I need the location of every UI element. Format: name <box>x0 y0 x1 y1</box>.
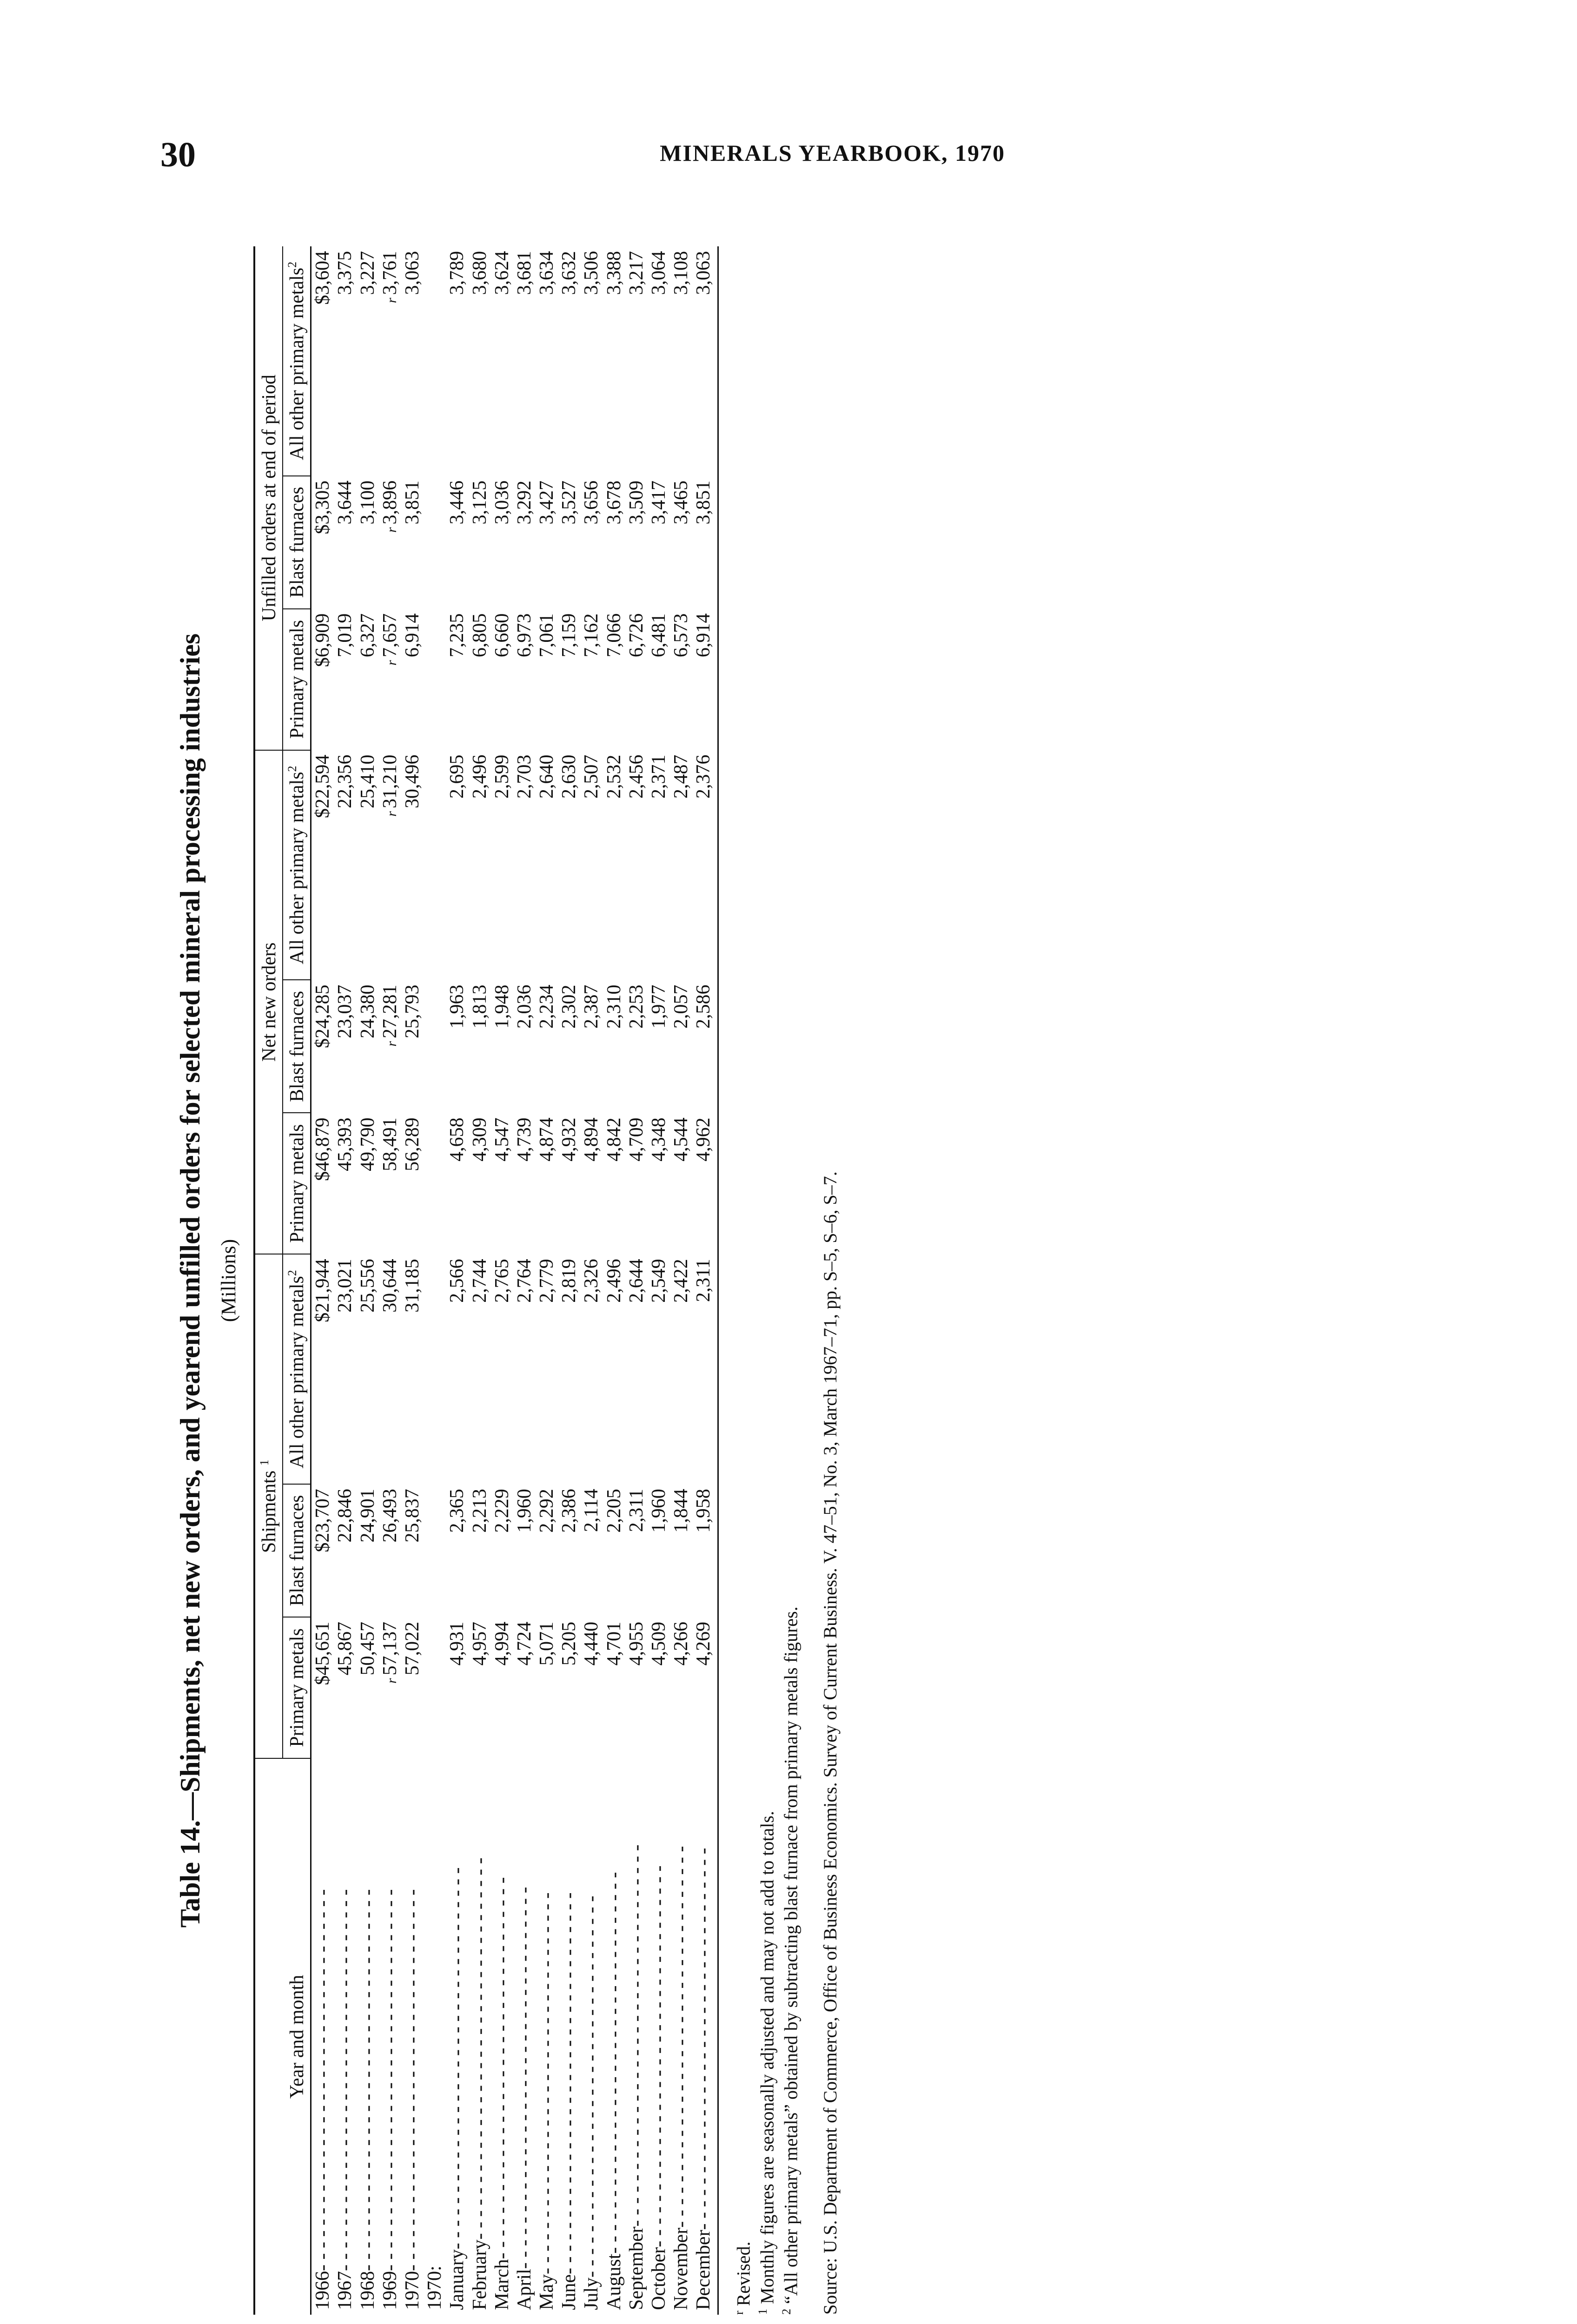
cell-n-ao: 22,356 <box>334 754 356 809</box>
cell-u-ao: r3,761 <box>379 251 401 304</box>
cell-s-bf: 1,844 <box>670 1489 692 1533</box>
cell-n-bf: 1,977 <box>648 984 669 1029</box>
cell-u-ao: 3,108 <box>670 251 692 295</box>
row-label: 1968- - - <box>357 1758 379 2315</box>
cell-u-pm: 6,327 <box>357 613 378 658</box>
row-label: October- - - <box>648 1758 670 2315</box>
cell-s-ao: 2,326 <box>581 1259 603 1303</box>
running-title: MINERALS YEARBOOK, 1970 <box>660 140 1005 166</box>
row-label: 1969- - - <box>379 1758 401 2315</box>
cell-s-pm: 4,957 <box>469 1621 490 1666</box>
cell-n-bf: 2,302 <box>558 984 580 1029</box>
cell-n-bf: 1,948 <box>491 984 513 1029</box>
cell-s-ao: 2,765 <box>491 1259 513 1303</box>
cell-n-bf: 2,234 <box>536 984 558 1029</box>
row-label: March- - - <box>491 1758 513 2315</box>
cell-s-ao: 2,764 <box>513 1259 535 1303</box>
cell-u-pm: 6,914 <box>692 609 718 750</box>
table-row <box>334 246 356 2315</box>
cell-u-bf: 3,036 <box>491 480 513 525</box>
cell-s-bf: 2,386 <box>558 1489 580 1533</box>
cell-n-ao: 25,410 <box>357 754 378 809</box>
cell-s-bf: 2,292 <box>536 1489 558 1533</box>
cell-n-pm: 56,289 <box>401 1117 423 1171</box>
cell-n-bf: 2,253 <box>625 984 647 1029</box>
cell-u-bf: 3,678 <box>603 480 625 525</box>
cell-n-ao: 2,695 <box>446 754 468 799</box>
page-number: 30 <box>160 135 196 174</box>
cell-s-bf: 2,229 <box>491 1489 513 1533</box>
cell-n-pm: 4,962 <box>692 1113 718 1254</box>
cell-s-pm: 50,457 <box>357 1621 378 1676</box>
table-row <box>401 246 424 2315</box>
cell-u-pm: 6,726 <box>625 613 647 658</box>
cell-n-bf: 2,057 <box>670 984 692 1029</box>
cell-s-ao: 2,311 <box>692 1254 718 1484</box>
cell-u-pm: 7,159 <box>558 613 580 658</box>
table-row <box>536 246 558 2315</box>
table-row <box>379 246 401 2315</box>
row-label: August- - - <box>603 1758 625 2315</box>
cell-u-ao: 3,632 <box>558 251 580 295</box>
table-row <box>625 246 648 2315</box>
cell-u-bf: 3,100 <box>357 480 378 525</box>
cell-s-pm: r57,137 <box>379 1621 401 1684</box>
col-shipments-all-other: All other primary metals$^2$ <box>283 1254 311 1484</box>
cell-n-pm: 58,491 <box>379 1117 401 1171</box>
cell-s-bf: 2,213 <box>469 1489 490 1533</box>
cell-s-ao: 2,566 <box>446 1259 468 1303</box>
row-label: June- - - <box>558 1758 580 2315</box>
cell-s-ao: 2,819 <box>558 1259 580 1303</box>
cell-u-ao: 3,506 <box>581 251 603 295</box>
cell-n-bf: 1,813 <box>469 984 490 1029</box>
cell-n-pm: 4,709 <box>625 1117 647 1162</box>
cell-s-pm: 4,724 <box>513 1621 535 1666</box>
cell-s-pm: 57,022 <box>401 1621 423 1676</box>
cell-s-pm: 4,701 <box>603 1621 625 1666</box>
cell-n-ao: 2,507 <box>581 754 603 799</box>
cell-s-ao: 2,779 <box>536 1259 558 1303</box>
cell-u-bf: 3,292 <box>513 480 535 525</box>
col-shipments-blast-furnaces: Blast furnaces <box>283 1484 311 1617</box>
cell-n-ao: 2,487 <box>670 754 692 799</box>
cell-u-pm: 7,066 <box>603 613 625 658</box>
cell-n-pm: 4,739 <box>513 1117 535 1162</box>
cell-u-pm: 7,235 <box>446 613 468 658</box>
table-row <box>692 246 718 2315</box>
cell-n-ao: 2,496 <box>469 754 490 799</box>
table-row <box>558 246 580 2315</box>
table-row <box>357 246 379 2315</box>
col-unfilled-all-other: All other primary metals$^2$ <box>283 246 311 476</box>
cell-n-pm: 4,894 <box>581 1117 603 1162</box>
cell-s-ao: $21,944 <box>312 1259 334 1322</box>
cell-s-ao: 2,422 <box>670 1259 692 1303</box>
group-net-new-orders: Net new orders <box>254 750 283 1254</box>
cell-n-ao: 2,630 <box>558 754 580 799</box>
cell-n-bf: 2,387 <box>581 984 603 1029</box>
cell-s-pm: 4,931 <box>446 1621 468 1666</box>
cell-s-bf: 22,846 <box>334 1489 356 1543</box>
cell-n-ao: 2,371 <box>648 754 669 799</box>
cell-n-bf: $24,285 <box>312 984 334 1048</box>
cell-s-pm: 45,867 <box>334 1621 356 1676</box>
rotated-table-block <box>160 246 974 2315</box>
row-label: February- - - <box>469 1758 491 2315</box>
cell-u-ao: 3,388 <box>603 251 625 295</box>
section-label: 1970: <box>424 2265 446 2310</box>
cell-u-bf: 3,125 <box>469 480 490 525</box>
cell-s-pm: 5,071 <box>536 1621 558 1666</box>
cell-n-bf: 2,586 <box>692 980 718 1113</box>
table-row <box>446 246 468 2315</box>
table-row <box>513 246 536 2315</box>
cell-u-pm: 7,162 <box>581 613 603 658</box>
cell-u-bf: 3,465 <box>670 480 692 525</box>
cell-u-pm: 7,061 <box>536 613 558 658</box>
cell-s-bf: 1,958 <box>692 1484 718 1617</box>
cell-n-pm: 4,544 <box>670 1117 692 1162</box>
cell-u-pm: r7,657 <box>379 613 401 666</box>
row-label: November- - - <box>670 1758 692 2315</box>
row-label: 1967- - - <box>334 1758 356 2315</box>
col-orders-all-other: All other primary metals$^2$ <box>283 750 311 980</box>
group-unfilled-orders: Unfilled orders at end of period <box>254 246 283 750</box>
cell-s-pm: 4,509 <box>648 1621 669 1666</box>
cell-n-ao: 2,532 <box>603 754 625 799</box>
footnotes <box>732 246 802 2315</box>
cell-u-ao: 3,634 <box>536 251 558 295</box>
cell-n-ao: 2,456 <box>625 754 647 799</box>
row-label: July- - - <box>580 1758 603 2315</box>
cell-u-ao: 3,789 <box>446 251 468 295</box>
table-row <box>648 246 670 2315</box>
cell-n-pm: 4,348 <box>648 1117 669 1162</box>
col-year-and-month: Year and month <box>254 1758 311 2315</box>
table-row <box>603 246 625 2315</box>
col-orders-blast-furnaces: Blast furnaces <box>283 980 311 1113</box>
cell-n-pm: 4,932 <box>558 1117 580 1162</box>
cell-s-bf: 2,114 <box>581 1489 603 1532</box>
cell-s-bf: 26,493 <box>379 1489 401 1543</box>
footnote-1: $^1$ Monthly figures are seasonally adjusted and may not add to totals. <box>755 1811 778 2315</box>
cell-u-bf: 3,446 <box>446 480 468 525</box>
cell-s-bf: 1,960 <box>513 1489 535 1533</box>
row-label: January- - - <box>446 1758 468 2315</box>
cell-u-bf: 3,527 <box>558 480 580 525</box>
cell-u-ao: 3,680 <box>469 251 490 295</box>
cell-s-ao: 31,185 <box>401 1259 423 1313</box>
table-row <box>469 246 491 2315</box>
cell-s-ao: 23,021 <box>334 1259 356 1313</box>
table-row <box>580 246 603 2315</box>
cell-u-bf: 3,644 <box>334 480 356 525</box>
cell-s-ao: 25,556 <box>357 1259 378 1313</box>
table-unit: (Millions) <box>217 1239 240 1322</box>
cell-n-pm: 4,658 <box>446 1117 468 1162</box>
cell-s-pm: $45,651 <box>312 1621 334 1685</box>
cell-s-bf: 25,837 <box>401 1489 423 1543</box>
footnote-2: $^2$ “All other primary metals” obtained by subtracting blast furnace from primary metals figures. <box>780 1606 802 2315</box>
col-shipments-primary-metals: Primary metals <box>283 1617 311 1758</box>
cell-s-pm: 4,269 <box>692 1617 718 1758</box>
cell-n-pm: 4,874 <box>536 1117 558 1162</box>
row-label: December- - - <box>692 1758 718 2315</box>
cell-n-ao: 2,640 <box>536 754 558 799</box>
cell-u-ao: 3,063 <box>692 246 718 476</box>
data-table <box>253 246 719 2315</box>
cell-n-bf: 1,963 <box>446 984 468 1029</box>
footnote-revised: $^r$ Revised. <box>732 2241 754 2315</box>
cell-u-bf: 3,509 <box>625 480 647 525</box>
cell-s-bf: 2,205 <box>603 1489 625 1533</box>
cell-u-pm: 6,573 <box>670 613 692 658</box>
cell-s-bf: 2,311 <box>625 1489 647 1532</box>
table-title: Table 14.—Shipments, net new orders, and yearend unfilled orders for selected mineral processing industries <box>175 633 205 1928</box>
cell-s-pm: 4,955 <box>625 1621 647 1666</box>
cell-u-bf: 3,851 <box>692 476 718 609</box>
cell-n-pm: 45,393 <box>334 1117 356 1171</box>
group-shipments: Shipments $^1$ <box>254 1254 283 1758</box>
cell-s-pm: 5,205 <box>558 1621 580 1666</box>
cell-u-bf: r3,896 <box>379 480 401 533</box>
cell-n-pm: 4,547 <box>491 1117 513 1162</box>
cell-u-ao: 3,681 <box>513 251 535 295</box>
cell-s-pm: 4,266 <box>670 1621 692 1666</box>
cell-u-pm: $6,909 <box>312 613 334 667</box>
table-row <box>491 246 513 2315</box>
cell-n-bf: r27,281 <box>379 984 401 1047</box>
col-orders-primary-metals: Primary metals <box>283 1113 311 1254</box>
row-label: 1966- - - <box>311 1758 334 2315</box>
cell-u-bf: 3,427 <box>536 480 558 525</box>
source-note: Source: U.S. Department of Commerce, Office of Business Economics. Survey of Current Business. V. 47–51, No. 3, March 1967–71, pp. S–5, S–6, S–7. <box>819 1171 841 2315</box>
col-unfilled-blast-furnaces: Blast furnaces <box>283 476 311 609</box>
cell-u-pm: 7,019 <box>334 613 356 658</box>
cell-u-pm: 6,914 <box>401 613 423 658</box>
cell-n-ao: 2,599 <box>491 754 513 799</box>
section-row-1970 <box>424 246 446 2315</box>
cell-s-pm: 4,440 <box>581 1621 603 1666</box>
cell-u-pm: 6,805 <box>469 613 490 658</box>
row-label: September- - - <box>625 1758 648 2315</box>
row-label: 1970- - - <box>401 1758 424 2315</box>
cell-s-ao: 2,644 <box>625 1259 647 1303</box>
cell-n-pm: $46,879 <box>312 1117 334 1181</box>
cell-n-ao: $22,594 <box>312 754 334 819</box>
cell-s-pm: 4,994 <box>491 1621 513 1666</box>
cell-n-bf: 23,037 <box>334 984 356 1038</box>
cell-u-ao: 3,227 <box>357 251 378 295</box>
cell-u-ao: 3,217 <box>625 251 647 295</box>
cell-s-bf: 2,365 <box>446 1489 468 1533</box>
cell-u-ao: 3,063 <box>401 251 423 295</box>
cell-s-bf: 1,960 <box>648 1489 669 1533</box>
cell-u-ao: 3,064 <box>648 251 669 295</box>
cell-s-ao: 2,496 <box>603 1259 625 1303</box>
cell-u-bf: 3,417 <box>648 480 669 525</box>
cell-u-ao: $3,604 <box>312 251 334 305</box>
cell-u-ao: 3,375 <box>334 251 356 295</box>
cell-s-bf: $23,707 <box>312 1489 334 1552</box>
cell-n-pm: 49,790 <box>357 1117 378 1171</box>
cell-n-pm: 4,309 <box>469 1117 490 1162</box>
cell-u-pm: 6,481 <box>648 613 669 658</box>
col-unfilled-primary-metals: Primary metals <box>283 609 311 750</box>
cell-n-bf: 25,793 <box>401 984 423 1038</box>
row-label: May- - - <box>536 1758 558 2315</box>
cell-n-ao: r31,210 <box>379 754 401 817</box>
cell-s-ao: 2,744 <box>469 1259 490 1303</box>
cell-u-pm: 6,660 <box>491 613 513 658</box>
cell-s-bf: 24,901 <box>357 1489 378 1543</box>
table-row <box>670 246 692 2315</box>
row-label: April- - - <box>513 1758 536 2315</box>
cell-n-ao: 2,376 <box>692 750 718 980</box>
cell-n-ao: 30,496 <box>401 754 423 809</box>
cell-s-ao: 2,549 <box>648 1259 669 1303</box>
cell-n-pm: 4,842 <box>603 1117 625 1162</box>
cell-u-pm: 6,973 <box>513 613 535 658</box>
cell-u-bf: $3,305 <box>312 480 334 535</box>
cell-n-bf: 2,036 <box>513 984 535 1029</box>
cell-n-bf: 2,310 <box>603 984 625 1029</box>
table-row <box>311 246 334 2315</box>
cell-u-bf: 3,656 <box>581 480 603 525</box>
cell-s-ao: 30,644 <box>379 1259 401 1313</box>
cell-n-ao: 2,703 <box>513 754 535 799</box>
cell-n-bf: 24,380 <box>357 984 378 1038</box>
cell-u-ao: 3,624 <box>491 251 513 295</box>
cell-u-bf: 3,851 <box>401 480 423 525</box>
